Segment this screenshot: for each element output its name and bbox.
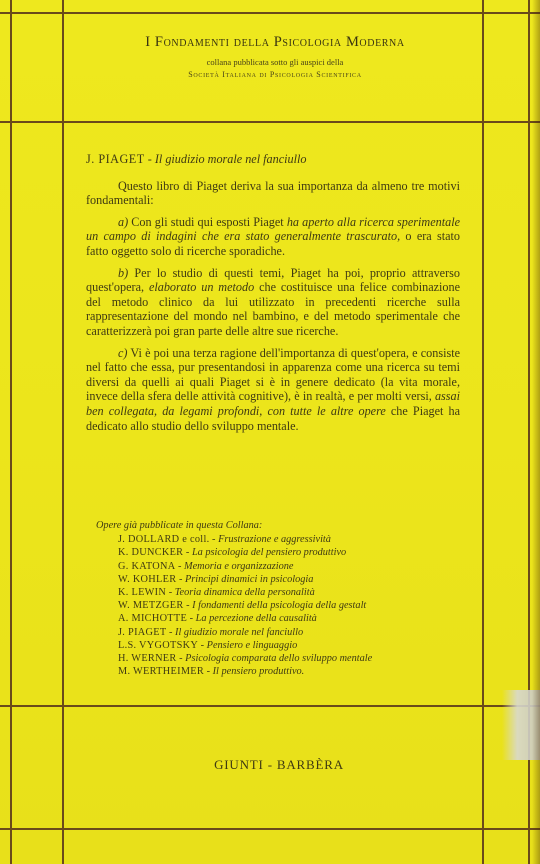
society-name: Società Italiana di Psicologia Scientifica [188,70,362,79]
frame-rule-header-bottom [0,121,540,123]
reason-text: o era stato fatto oggetto solo di ricerche sporadiche. [86,229,460,258]
reason-text: Per lo studio di questi temi, Piaget ha poi, proprio attraverso quest'opera, [86,265,460,295]
work-title: La psicologia del pensiero produttivo [191,547,347,559]
frame-rule-footer-top [0,705,540,707]
work-item: H. WERNER - Psicologia comparata dello sviluppo mentale [118,653,373,665]
work-author: W. METZGER [118,600,184,612]
work-title: Memoria e organizzazione [184,560,294,572]
frame-rule-left-inner [62,0,64,864]
reason-marker: a) [118,214,129,229]
frame-rule-left-outer [10,0,12,864]
work-title: Il pensiero produttivo. [212,666,305,678]
work-item: M. WERTHEIMER - Il pensiero produttivo. [118,666,305,678]
work-title: Psicologia comparata dello sviluppo mentale [185,653,373,665]
work-item: J. PIAGET - Il giudizio morale nel fanciullo [118,626,304,638]
work-item: W. METZGER - I fondamenti della psicologia della gestalt [118,600,367,612]
reason-text: Vi è poi una terza ragione dell'importanza di quest'opera, e consiste nel fatto che essa, pur presentandosi in apparenza come una ricerca su temi diversi da quelli ai quali Piaget si è in genere dedicato (la vita morale, invece della sfera delle attività cognitive), è in realtà, e per molti versi, [86,345,460,404]
work-author: H. WERNER [118,653,177,665]
work-author: W. KOHLER [118,573,177,585]
published-works-list [96,519,456,678]
work-author: A. MICHOTTE [118,613,188,625]
reason-paragraph-a [86,215,460,259]
reason-emphasis: elaborato un metodo [148,280,255,295]
work-item: J. DOLLARD e coll. - Frustrazione e aggressività [118,534,331,546]
book-author: J. PIAGET [86,152,145,166]
reason-text: Con gli studi qui esposti Piaget [128,214,287,229]
frame-rule-top [0,12,540,14]
work-item: G. KATONA - Memoria e organizzazione [118,560,294,572]
work-author: L.S. VYGOTSKY [118,639,199,651]
work-author: K. DUNCKER [118,547,184,559]
work-author: M. WERTHEIMER [118,666,205,678]
work-author: J. DOLLARD e coll. [118,534,210,546]
book-heading [86,152,460,167]
book-description [86,152,460,440]
work-title: I fondamenti della psicologia della gestalt [192,600,367,612]
reason-paragraph-b [86,266,460,339]
intro-paragraph: Questo libro di Piaget deriva la sua importanza da almeno tre motivi fondamentali: [86,178,460,208]
work-item: K. DUNCKER - La psicologia del pensiero produttivo [118,547,347,559]
reason-emphasis: ha aperto alla ricerca sperimentale un campo di indagini che era stato generalmente trascurato, [86,214,460,244]
frame-rule-right-inner [482,0,484,864]
reason-text: che costituisce una felice combinazione del metodo clinico da lui utilizzato in precedenti ricerche sulla rappresentazione del mondo nel bambino, e del metodo sperimentale che caratterizzerà poi gran parte delle altre sue ricerche. [86,280,461,338]
reason-marker: c) [118,345,128,360]
reason-paragraph-c [86,346,460,434]
series-header [70,34,480,79]
work-item: K. LEWIN - Teoria dinamica della personalità [118,587,315,599]
works-heading: Opere già pubblicate in questa Collana: [96,520,263,531]
reason-emphasis: assai ben collegata, da legami profondi, con tutte le altre opere [86,389,460,418]
work-author: K. LEWIN [118,587,167,599]
book-heading-separator: - [144,152,155,166]
series-title: I Fondamenti della Psicologia Moderna [145,34,405,50]
work-title: Frustrazione e aggressività [218,534,331,546]
book-title: Il giudizio morale nel fanciullo [154,152,307,166]
work-title: La percezione della causalità [195,613,317,625]
frame-rule-bottom [0,828,540,830]
work-item: W. KOHLER - Principi dinamici in psicologia [118,573,314,585]
series-subline: collana pubblicata sotto gli auspici della [206,57,344,67]
work-author: J. PIAGET [118,626,167,638]
work-item: A. MICHOTTE - La percezione della causalità [118,613,317,625]
publisher-name: GIUNTI - BARBÈRA [214,757,344,772]
work-title: Il giudizio morale nel fanciullo [175,626,304,638]
work-item: L.S. VYGOTSKY - Pensiero e linguaggio [118,639,298,651]
reason-marker: b) [118,265,129,280]
work-title: Principi dinamici in psicologia [184,573,314,585]
spine-shadow [532,0,540,864]
work-title: Teoria dinamica della personalità [174,587,315,599]
reason-text: che Piaget ha dedicato allo studio dello sviluppo mentale. [86,403,460,433]
work-title: Pensiero e linguaggio [206,639,298,651]
work-author: G. KATONA [118,560,176,572]
